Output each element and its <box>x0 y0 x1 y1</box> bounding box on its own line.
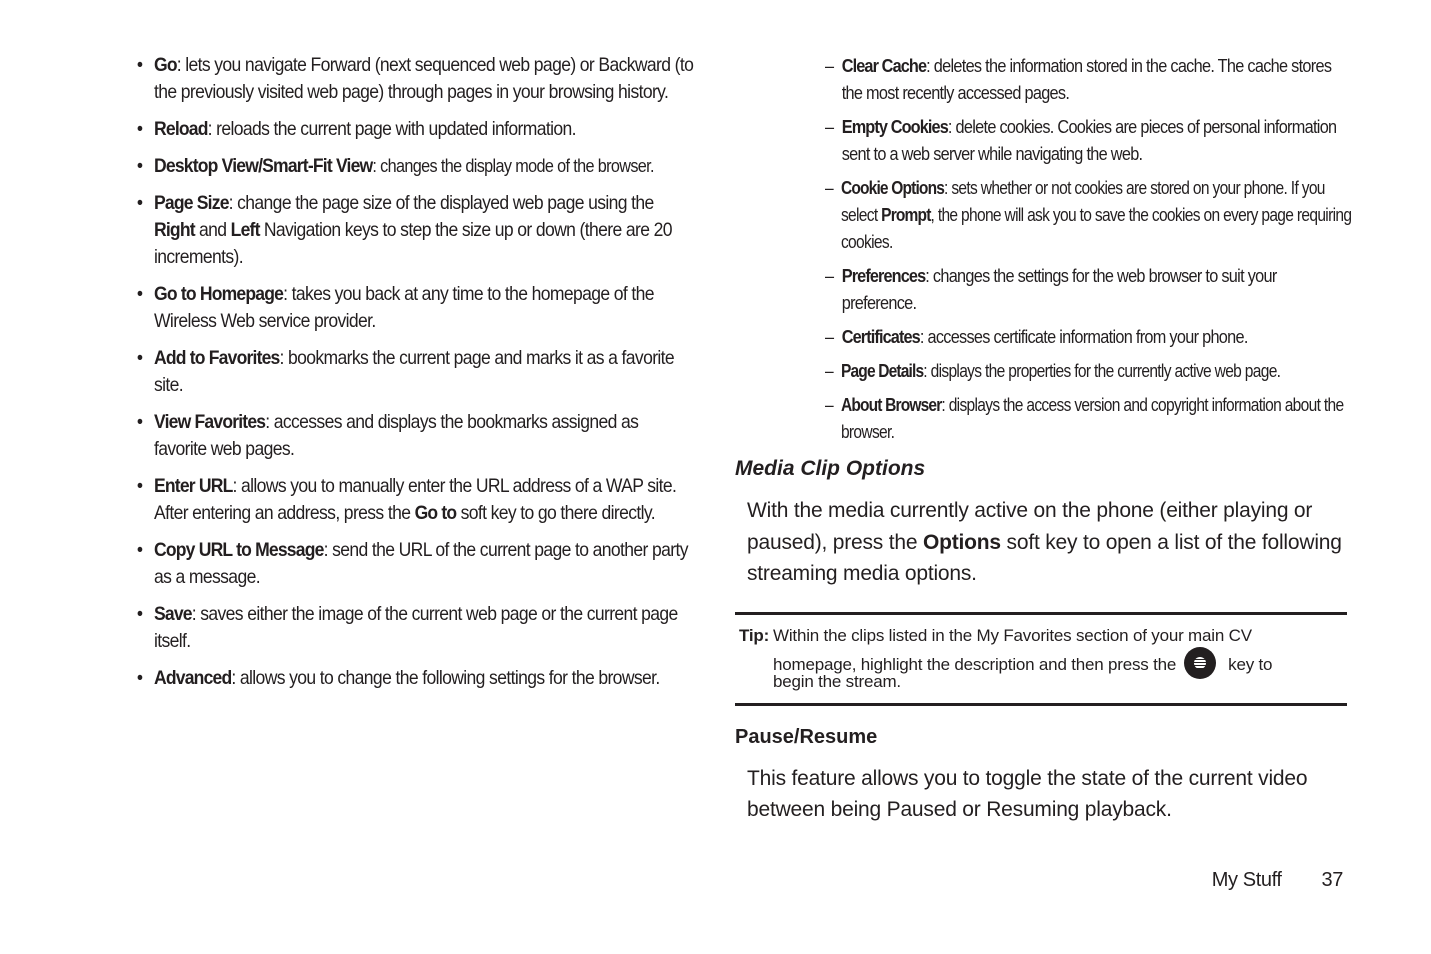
sub-item-clear-cache <box>825 52 1352 106</box>
bullet-desktop-view <box>136 153 694 180</box>
key-go-to: Go to <box>414 502 457 524</box>
description: : bookmarks the current page and marks it as a favorite site. <box>154 347 675 396</box>
term: Page Size <box>154 192 229 214</box>
dash: – <box>825 55 834 76</box>
term: Enter URL <box>154 475 233 497</box>
key-options: Options <box>922 530 1001 554</box>
paragraph-text: With the media currently active on the phone (either playing or paused), press the <box>747 499 1313 554</box>
dash: – <box>825 177 833 198</box>
term: Desktop View/Smart-Fit View <box>154 155 373 177</box>
bullet-advanced <box>136 665 694 692</box>
term: Clear Cache <box>841 55 927 76</box>
section-heading-pause-resume: Pause/Resume <box>735 725 878 748</box>
term: Copy URL to Message <box>154 539 324 561</box>
bullet-go <box>136 52 694 106</box>
dash: – <box>825 265 834 286</box>
bullet-dot: • <box>136 283 143 305</box>
bullet-dot: • <box>136 539 143 561</box>
bullet-dot: • <box>136 118 143 140</box>
bullet-reload <box>136 116 694 143</box>
att-globe-key-icon <box>1184 647 1216 679</box>
left-column <box>136 52 694 702</box>
bullet-enter-url <box>136 473 694 527</box>
bullet-dot: • <box>136 667 143 689</box>
sub-item-page-details <box>825 357 1353 384</box>
bullet-view-favorites <box>136 409 694 463</box>
description: : delete cookies. Cookies are pieces of personal information sent to a web server while navigating the web. <box>841 116 1337 164</box>
tip-line: begin the stream. <box>773 671 901 691</box>
description: : changes the display mode of the browser. <box>372 156 654 176</box>
bullet-save <box>136 601 694 655</box>
tip-line: Within the clips listed in the My Favorites section of your main CV <box>773 625 1252 645</box>
bullet-go-to-homepage <box>136 281 694 335</box>
description: soft key to go there directly. <box>456 502 655 524</box>
key-left: Left <box>230 219 260 241</box>
pause-resume-paragraph: This feature allows you to toggle the state of the current video between being Paused or Resuming playback. <box>747 766 1308 821</box>
description: : accesses certificate information from your phone. <box>919 326 1248 347</box>
description: : deletes the information stored in the cache. The cache stores the most recently accessed pages. <box>841 55 1332 103</box>
tip-label: Tip: <box>739 625 770 645</box>
page-number: 37 <box>1321 869 1343 891</box>
dash: – <box>825 116 834 137</box>
bullet-dot: • <box>136 192 143 214</box>
term: Advanced <box>154 667 232 689</box>
sub-item-preferences <box>825 262 1352 316</box>
section-heading-media-clip: Media Clip Options <box>735 457 926 480</box>
term: Add to Favorites <box>154 347 280 369</box>
term: Preferences <box>841 265 926 286</box>
footer-section-title: My Stuff <box>1211 869 1282 891</box>
key-right: Right <box>154 219 195 241</box>
description: : saves either the image of the current web page or the current page itself. <box>154 603 678 652</box>
description: : send the URL of the current page to another party as a message. <box>154 539 688 588</box>
description: : takes you back at any time to the homepage of the Wireless Web service provider. <box>154 283 654 332</box>
key-prompt: Prompt <box>881 204 931 225</box>
bullet-dot: • <box>136 347 143 369</box>
dash: – <box>825 394 833 415</box>
bullet-copy-url <box>136 537 694 591</box>
description: : sets whether or not cookies are stored on your phone. If you select <box>840 177 1325 225</box>
description: Navigation keys to step the size up or down (there are 20 increments). <box>154 219 672 268</box>
description: : change the page size of the displayed web page using the <box>228 192 654 214</box>
tip-text <box>773 625 1347 693</box>
term: Save <box>154 603 192 625</box>
right-column <box>735 52 1352 826</box>
term: Empty Cookies <box>841 116 948 137</box>
description: and <box>194 219 231 241</box>
bullet-page-size <box>136 190 694 271</box>
paragraph-text: soft key to open a list of the following streaming media options. <box>747 530 1342 585</box>
description: : changes the settings for the web browser to suit your preference. <box>841 265 1277 313</box>
sub-item-about-browser <box>825 391 1353 445</box>
sub-item-cookie-options <box>825 174 1353 255</box>
term: Go <box>154 54 177 76</box>
description: : allows you to change the following settings for the browser. <box>231 667 660 689</box>
term: Certificates <box>841 326 920 347</box>
term: Cookie Options <box>840 177 945 198</box>
term: Reload <box>154 118 208 140</box>
bullet-dot: • <box>136 475 143 497</box>
bullet-add-to-favorites <box>136 345 694 399</box>
description: : displays the properties for the currently active web page. <box>923 360 1281 381</box>
term: Page Details <box>840 360 924 381</box>
dash: – <box>825 326 834 347</box>
description: : allows you to manually enter the URL address of a WAP site. After entering an address, press the <box>154 475 677 524</box>
dash: – <box>825 360 833 381</box>
bullet-dot: • <box>136 54 143 76</box>
page-footer <box>1212 869 1343 892</box>
bullet-dot: • <box>136 411 143 433</box>
tip-box <box>735 612 1347 706</box>
tip-line-text: homepage, highlight the description and then press the <box>773 654 1177 674</box>
sub-item-empty-cookies <box>825 113 1352 167</box>
term: About Browser <box>840 394 942 415</box>
advanced-settings-list <box>825 52 1352 445</box>
tip-line-text: key to <box>1228 654 1273 674</box>
term: View Favorites <box>154 411 266 433</box>
description: : lets you navigate Forward (next sequenced web page) or Backward (to the previously visited web page) through pages in your browsing history. <box>154 54 694 103</box>
description: : accesses and displays the bookmarks assigned as favorite web pages. <box>154 411 639 460</box>
description: : displays the access version and copyright information about the browser. <box>840 394 1344 442</box>
bullet-dot: • <box>136 603 143 625</box>
media-clip-paragraph <box>747 495 1347 590</box>
description: , the phone will ask you to save the cookies on every page requiring cookies. <box>840 204 1352 252</box>
term: Go to Homepage <box>154 283 284 305</box>
bullet-dot: • <box>136 155 143 177</box>
sub-item-certificates <box>825 323 1352 350</box>
description: : reloads the current page with updated information. <box>207 118 576 140</box>
